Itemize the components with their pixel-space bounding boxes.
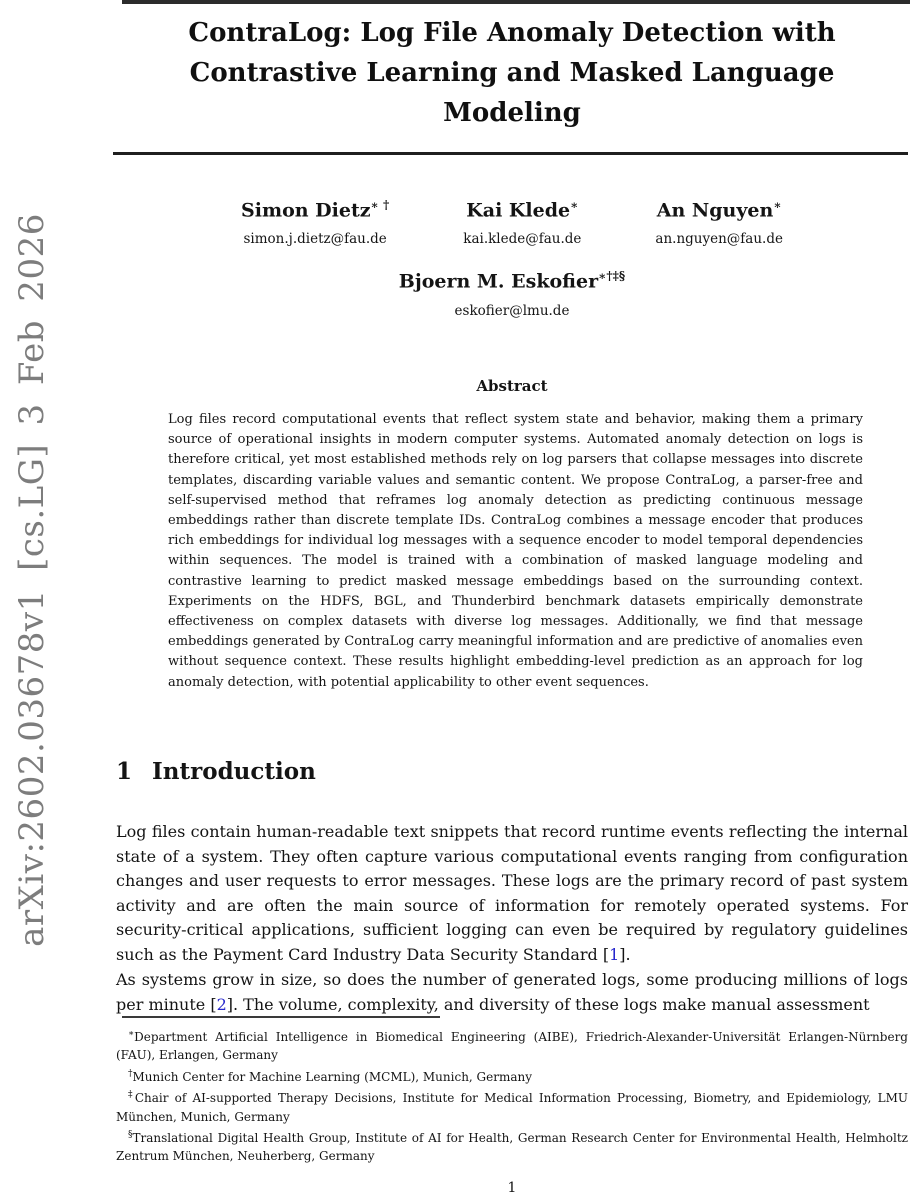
top-edge-bar xyxy=(122,0,910,4)
footnote-affiliation-1 xyxy=(116,1025,908,1065)
abstract-text: Log files record computational events that reflect system state and behavior, making them a primary source of operational insights in modern computer systems. Automated anomaly detection on logs is therefore critical, yet most established methods rely on log parsers that collapse messages into discrete templates, discarding variable values and semantic content. We propose ContraLog, a parser-free and self-supervised method that reframes log anomaly detection as predicting continuous message embeddings rather than discrete template IDs. ContraLog combines a message encoder that produces rich embeddings for individual log messages with a sequence encoder to model temporal dependencies within sequences. The model is trained with a combination of masked language modeling and contrastive learning to predict masked message embeddings based on the surrounding context. Experiments on the HDFS, BGL, and Thunderbird benchmark datasets empirically demonstrate effectiveness on complex datasets with diverse log messages. Additionally, we find that message embeddings generated by ContraLog carry meaningful information and are predictive of anomalies even without sequence context. These results highlight embedding-level prediction as an approach for log anomaly detection, with potential applicability to other event sequences. xyxy=(168,412,863,690)
author-name xyxy=(241,192,389,223)
arxiv-watermark-text: arXiv:2602.03678v1 [cs.LG] 3 Feb 2026 xyxy=(12,213,53,947)
author-email: kai.klede@fau.de xyxy=(463,231,582,248)
author-affiliation-marks: ∗ xyxy=(570,198,579,212)
intro-paragraph-2 xyxy=(116,968,908,1017)
author-kai-klede xyxy=(463,192,581,247)
paragraph-text: As systems grow in size, so does the number of generated logs, some producing millions of logs per minute [ xyxy=(116,970,908,1014)
footnote-marker: ∗ xyxy=(128,1029,135,1039)
author-name xyxy=(399,263,625,294)
author-email: simon.j.dietz@fau.de xyxy=(243,231,387,248)
paragraph-text: Log files contain human-readable text snippets that record runtime events reflecting the internal state of a system. They often capture various computational events ranging from configuration changes and user requests to error messages. These logs are the primary record of past system activity and are often the main source of information for remotely operated systems. For security-critical applications, sufficient logging can even be required by regulatory guidelines such as the Payment Card Industry Data Security Standard [ xyxy=(116,822,908,964)
title-block xyxy=(116,13,908,133)
author-name xyxy=(463,192,581,223)
authors-row-2 xyxy=(116,247,908,318)
citation-link-1[interactable]: 1 xyxy=(609,944,620,964)
author-simon-dietz xyxy=(241,192,389,247)
authors-block xyxy=(116,192,908,319)
paper-title: ContraLog: Log File Anomaly Detection with Contrastive Learning and Masked Language Modeling xyxy=(188,18,836,128)
footnote-marker: † xyxy=(128,1068,133,1079)
author-name-text: Kai Klede xyxy=(466,199,571,222)
author-affiliation-marks: ∗†‡§ xyxy=(598,269,626,284)
author-name-text: Simon Dietz xyxy=(241,199,371,222)
author-affiliation-marks: ∗ xyxy=(773,198,782,212)
footnote-divider xyxy=(122,1016,440,1018)
section-number: 1 xyxy=(116,758,133,785)
footnote-text: Translational Digital Health Group, Institute of AI for Health, German Research Center for Environmental Health, Helmholtz Zentrum München, Neuherberg, Germany xyxy=(116,1131,908,1164)
abstract-heading: Abstract xyxy=(476,377,548,395)
authors-row xyxy=(116,192,908,247)
author-email: eskofier@lmu.de xyxy=(454,302,570,319)
footnote-marker: ‡ xyxy=(128,1090,135,1101)
author-name xyxy=(655,192,783,223)
citation-link-2[interactable]: 2 xyxy=(216,994,227,1014)
title-divider xyxy=(113,152,908,155)
footnote-text: Department Artificial Intelligence in Biomedical Engineering (AIBE), Friedrich-Alexander-Universität Erlangen-Nürnberg (FAU), Erlangen, Germany xyxy=(116,1030,908,1063)
paragraph-text: ]. xyxy=(619,944,631,964)
footnote-marker: § xyxy=(128,1130,133,1141)
arxiv-watermark xyxy=(0,0,64,1200)
author-an-nguyen xyxy=(655,192,783,247)
footnote-affiliation-4 xyxy=(116,1126,908,1166)
author-name-text: Bjoern M. Eskofier xyxy=(398,270,599,293)
footnote-affiliation-2 xyxy=(116,1065,908,1086)
author-email: an.nguyen@fau.de xyxy=(655,231,783,248)
author-bjoern-eskofier xyxy=(399,263,625,318)
footnote-affiliation-3 xyxy=(116,1086,908,1126)
footnote-text: Chair of AI-supported Therapy Decisions, Institute for Medical Information Processing, Biometry, and Epidemiology, LMU München, Munich, Germany xyxy=(116,1091,908,1124)
author-affiliation-marks: ∗ † xyxy=(370,198,390,212)
footnotes-block xyxy=(116,1025,908,1166)
author-name-text: An Nguyen xyxy=(656,199,774,222)
section-title: Introduction xyxy=(152,758,316,785)
paragraph-text: ]. The volume, complexity, and diversity of these logs make manual assessment xyxy=(226,994,870,1014)
section-heading-introduction xyxy=(116,758,908,785)
page-number: 1 xyxy=(507,1180,517,1196)
footnote-text: Munich Center for Machine Learning (MCML), Munich, Germany xyxy=(132,1069,533,1084)
intro-paragraph-1 xyxy=(116,820,908,967)
